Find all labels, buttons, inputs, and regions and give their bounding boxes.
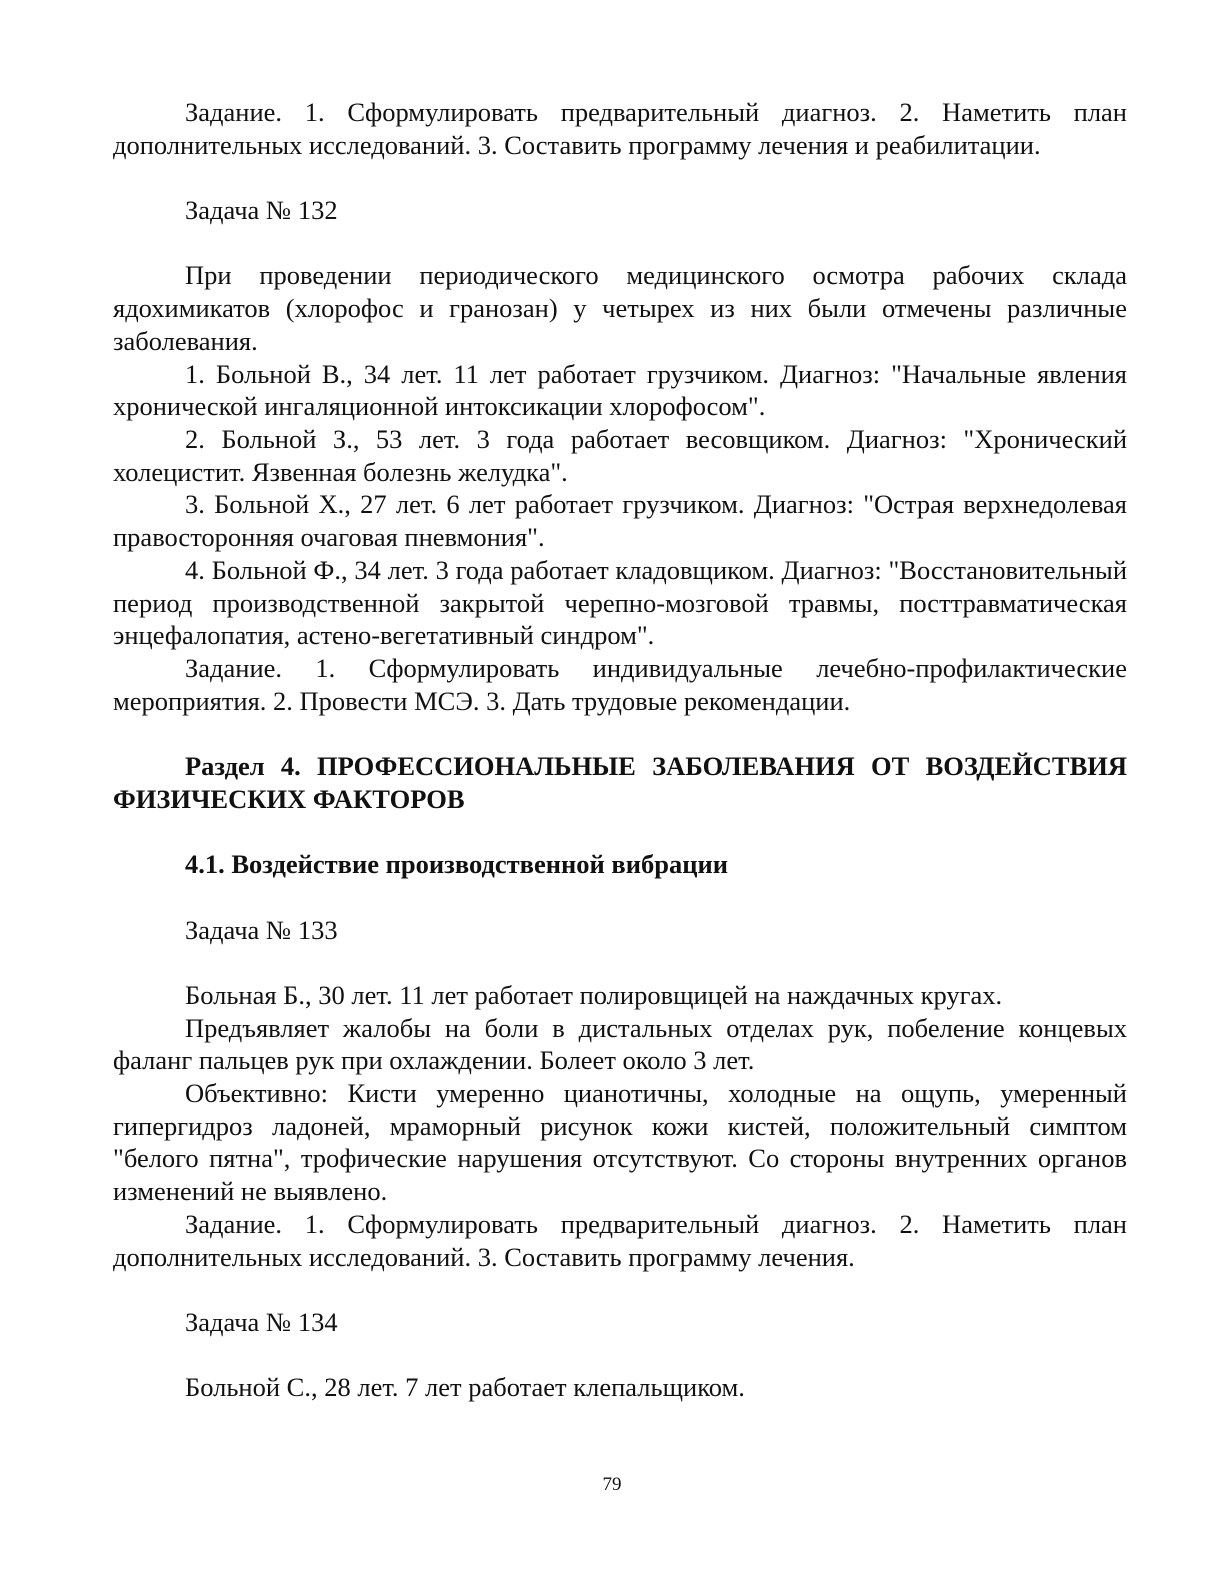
spacer: [113, 717, 1127, 750]
task132-assignment: Задание. 1. Сформулировать индивидуальные лечебно-профилактические мероприятия. 2. Провести МСЭ. 3. Дать трудовые рекомендации.: [113, 652, 1127, 716]
task133-assignment: Задание. 1. Сформулировать предварительный диагноз. 2. Наметить план дополнительных исследований. 3. Составить программу лечения.: [113, 1208, 1127, 1272]
task133-paragraph-3: Объективно: Кисти умеренно цианотичны, холодные на ощупь, умеренный гипергидроз ладоней, мраморный рисунок кожи кистей, положительный симптом "белого пятна", трофические нарушения отсутствуют. Со стороны внутренних органов изменений не выявлено.: [113, 1078, 1127, 1207]
task132-title: Задача № 132: [185, 195, 338, 226]
page-content: [113, 96, 1127, 1404]
task132-case-4: 4. Больной Ф., 34 лет. 3 года работает кладовщиком. Диагноз: "Восстановительный период производственной закрытой черепно-мозговой травмы, посттравматическая энцефалопатия, астено-вегетативный синдром".: [113, 554, 1127, 651]
subsection-heading: 4.1. Воздействие производственной вибрации: [185, 849, 729, 880]
page-number: 79: [602, 1474, 622, 1495]
spacer: [113, 946, 1127, 979]
section-heading: Раздел 4. ПРОФЕССИОНАЛЬНЫЕ ЗАБОЛЕВАНИЯ ОТ ВОЗДЕЙСТВИЯ ФИЗИЧЕСКИХ ФАКТОРОВ: [113, 751, 1127, 814]
spacer: [113, 1339, 1127, 1372]
task134-intro: Больной С., 28 лет. 7 лет работает клепальщиком.: [185, 1372, 745, 1403]
spacer: [113, 881, 1127, 914]
task132-intro: При проведении периодического медицинского осмотра рабочих склада ядохимикатов (хлорофос и гранозан) у четырех из них были отмечены различные заболевания.: [113, 260, 1127, 356]
task132-case-2: 2. Больной З., 53 лет. 3 года работает весовщиком. Диагноз: "Хронический холецистит. Язвенная болезнь желудка".: [113, 424, 1127, 487]
task133-paragraph-1: Больная Б., 30 лет. 11 лет работает полировщицей на наждачных кругах.: [185, 979, 1003, 1010]
task133-paragraph-2: Предъявляет жалобы на боли в дистальных отделах рук, побеление концевых фаланг пальцев рук при охлаждении. Болеет около 3 лет.: [113, 1012, 1127, 1076]
task133-title: Задача № 133: [185, 914, 338, 945]
spacer: [113, 815, 1127, 848]
spacer: [113, 1273, 1127, 1306]
task131-assignment: Задание. 1. Сформулировать предварительный диагноз. 2. Наметить план дополнительных исследований. 3. Составить программу лечения и реабилитации.: [113, 97, 1127, 160]
spacer: [113, 227, 1127, 260]
task132-case-1: 1. Больной В., 34 лет. 11 лет работает грузчиком. Диагноз: "Начальные явления хронической ингаляционной интоксикации хлорофосом".: [113, 358, 1127, 422]
task134-title: Задача № 134: [185, 1306, 338, 1337]
spacer: [113, 161, 1127, 194]
task132-case-3: 3. Больной Х., 27 лет. 6 лет работает грузчиком. Диагноз: "Острая верхнедолевая правосторонняя очаговая пневмония".: [113, 489, 1127, 553]
